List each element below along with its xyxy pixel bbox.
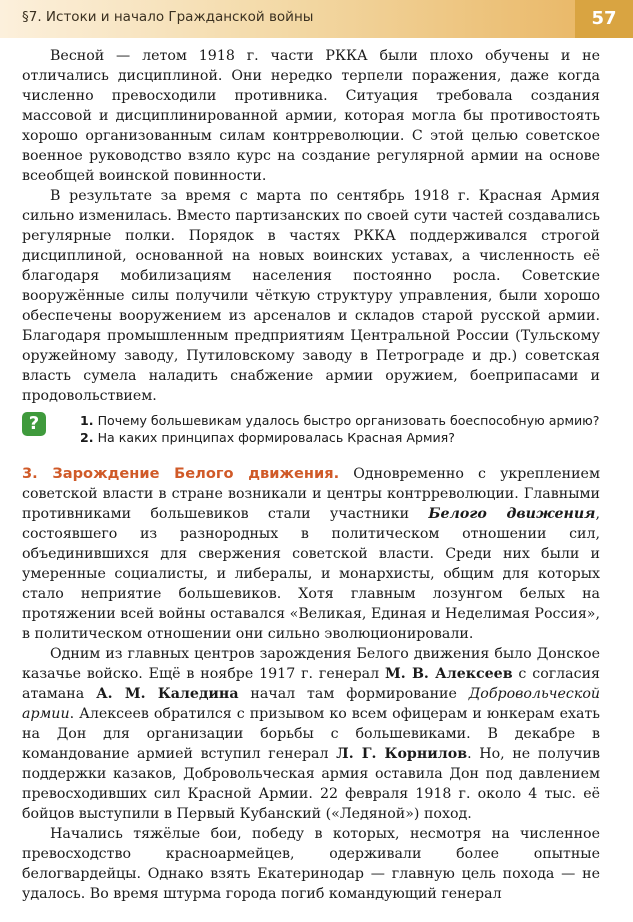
question-number: 1. [80,413,94,428]
question-number: 2. [80,430,94,445]
page-content [22,46,600,904]
question-text: Почему большевикам удалось быстро организовать боеспособную армию? [97,413,600,428]
paragraph [22,464,600,644]
text-run: , состоявшего из разнородных в политическом отношении сил, объединившихся для свержения советской власти. Среди них были и умеренные социалисты, и либералы, и монархисты, общим для которых стало неприятие большевиков. Хотя главным лозунгом белых на протяжении всей войны оставался «Великая, Единая и Неделимая Россия», в политическом отношении они сильно эволюционировали. [22,506,600,642]
chapter-title: §7. Истоки и начало Гражданской войны [22,9,314,25]
person-name: Л. Г. Корнилов [336,746,468,762]
question-item [52,412,600,429]
paragraph: Весной — летом 1918 г. части РККА были плохо обучены и не отличались дисциплиной. Они нередко терпели поражения, даже когда численно превосходили противника. Ситуация требовала создания массовой и дисциплинированной армии, которая могла бы противостоять хорошо организованным силам контрреволюции. С этой целью советское военное руководство взяло курс на создание регулярной армии на основе всеобщей воинской повинности. [22,48,600,184]
paragraph: Начались тяжёлые бои, победу в которых, несмотря на численное превосходство красноармейцев, одерживали более опытные белогвардейцы. Однако взять Екатеринодар — главную цель похода — не удалось. Во время штурма города погиб командующий генерал [22,826,600,902]
paragraph [22,644,600,824]
term: Белого движения [428,506,596,522]
page-header [0,0,633,38]
question-mark-icon: ? [22,412,46,436]
section-heading: 3. Зарождение Белого движения. [22,465,340,482]
term: Добровольческой армии [22,686,600,722]
text-run: Одновременно с укреплением советской власти в стране возникали и центры контрреволюции. Главными противниками большевиков стали участники [22,466,600,522]
page-number: 57 [575,0,633,38]
text-run: . Но, не получив поддержки казаков, Добровольческая армия оставила Дон под давлением превосходивших сил Красной Армии. 22 февраля 1918 г. около 4 тыс. её бойцов выступили в Первый Кубанский («Ледяной») поход. [22,746,600,822]
person-name: А. М. Каледина [96,686,239,702]
paragraph: В результате за время с марта по сентябрь 1918 г. Красная Армия сильно изменилась. Вместо партизанских по своей сути частей создавались регулярные полки. Порядок в частях РККА поддерживался строгой дисциплиной, основанной на новых воинских уставах, а численность её благодаря мобилизациям населения постоянно росла. Советские вооружённые силы получили чёткую структуру управления, были хорошо обеспечены вооружением из арсеналов и складов старой русской армии. Благодаря промышленным предприятиям Центральной России (Тульскому оружейному заводу, Путиловскому заводу в Петрограде и др.) советская власть сумела наладить снабжение армии оружием, боеприпасами и продовольствием. [22,188,600,404]
questions-block [22,412,600,446]
person-name: М. В. Алексеев [385,666,513,682]
question-item [52,429,600,446]
text-run: начал там формирование [238,686,469,702]
question-text: На каких принципах формировалась Красная Армия? [97,430,455,445]
text-run: Одним из главных центров зарождения Белого движения было Донское казачье войско. Ещё в ноябре 1917 г. генерал [22,646,600,682]
text-run: . Алексеев обратился с призывом ко всем офицерам и юнкерам ехать на Дон для организации борьбы с большевиками. В декабре в командование армией вступил генерал [22,706,600,762]
text-run: с согласия атамана [22,666,600,702]
